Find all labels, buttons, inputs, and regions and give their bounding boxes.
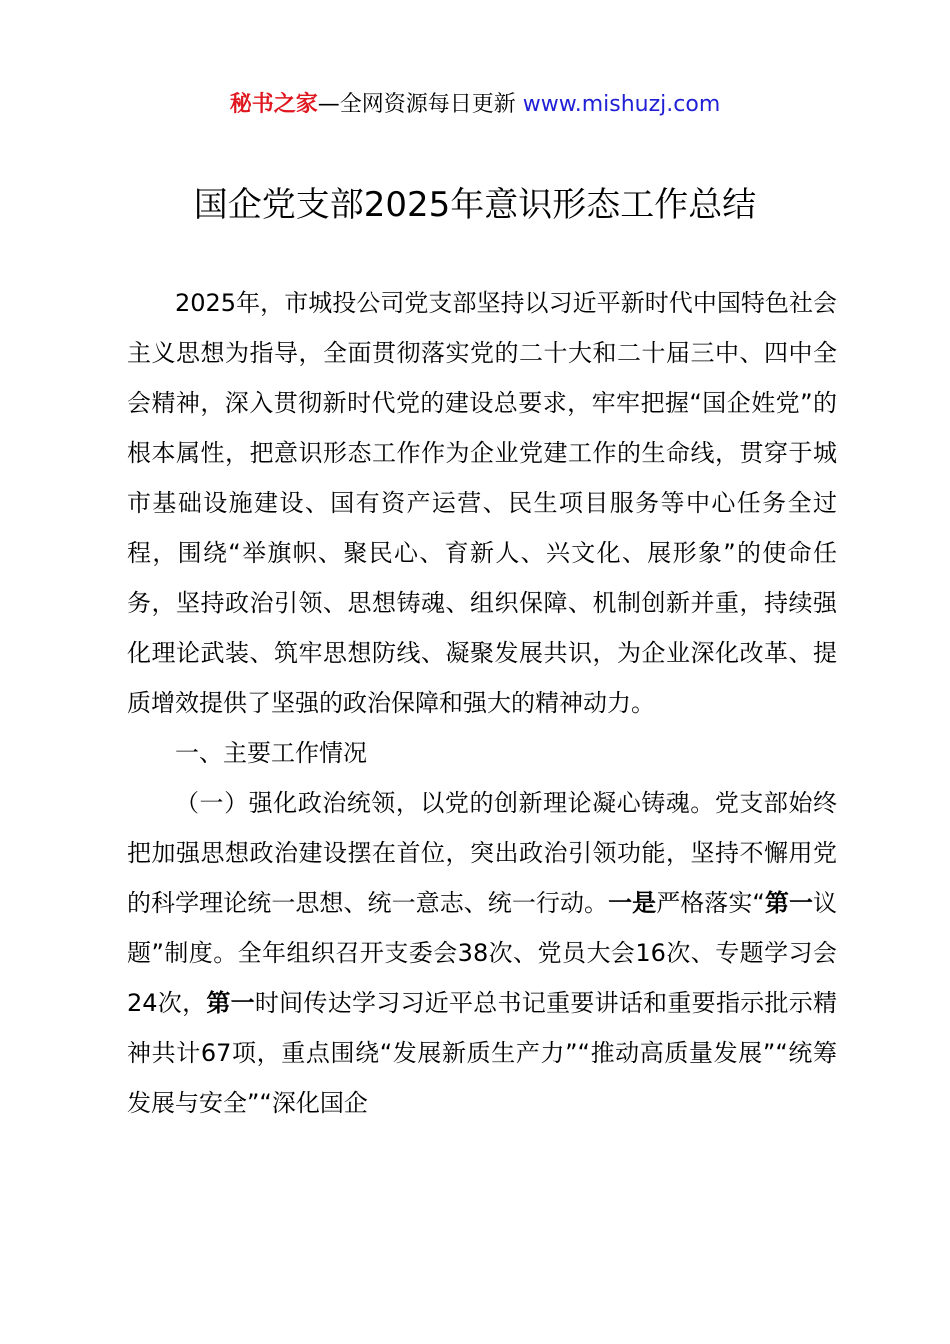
emphasis-first-point: 一是 [608, 889, 657, 917]
paragraph-lead: （一）强化政治统领，以党的创新理论凝心铸魂。党支部始终把加强思想政治建设摆在首位，突出政治引领功能，坚持不懈用党的科学理论统一思想、统一意志、统一行动。 [127, 789, 837, 917]
site-url[interactable]: www.mishuzj.com [522, 92, 721, 117]
brand-name: 秘书之家 [229, 92, 318, 117]
section-heading: 一、主要工作情况 [175, 739, 367, 767]
work-paragraph [127, 778, 837, 1128]
watermark-header [0, 88, 950, 122]
header-tagline: —全网资源每日更新 [317, 92, 516, 117]
paragraph-text: 议题”制度。全年组织召开支委会38次、党员大会16次、专题学习会24次， [127, 889, 838, 1017]
document-body [127, 278, 837, 1128]
document-title: 国企党支部2025年意识形态工作总结 [193, 185, 757, 225]
emphasis-first-item: 第一 [764, 889, 814, 917]
paragraph-text: 时间传达学习习近平总书记重要讲话和重要指示批示精神共计67项，重点围绕“发展新质生产力”“推动高质量发展”“统筹发展与安全”“深化国企 [127, 989, 838, 1117]
emphasis-first-time: 第一 [206, 989, 255, 1017]
paragraph-text: 严格落实“ [656, 889, 765, 917]
intro-paragraph: 2025年，市城投公司党支部坚持以习近平新时代中国特色社会主义思想为指导，全面贯彻落实党的二十大和二十届三中、四中全会精神，深入贯彻新时代党的建设总要求，牢牢把握“国企姓党”的根本属性，把意识形态工作作为企业党建工作的生命线，贯穿于城市基础设施建设、国有资产运营、民生项目服务等中心任务全过程，围绕“举旗帜、聚民心、育新人、兴文化、展形象”的使命任务，坚持政治引领、思想铸魂、组织保障、机制创新并重，持续强化理论武装、筑牢思想防线、凝聚发展共识，为企业深化改革、提质增效提供了坚强的政治保障和强大的精神动力。 [127, 289, 837, 717]
